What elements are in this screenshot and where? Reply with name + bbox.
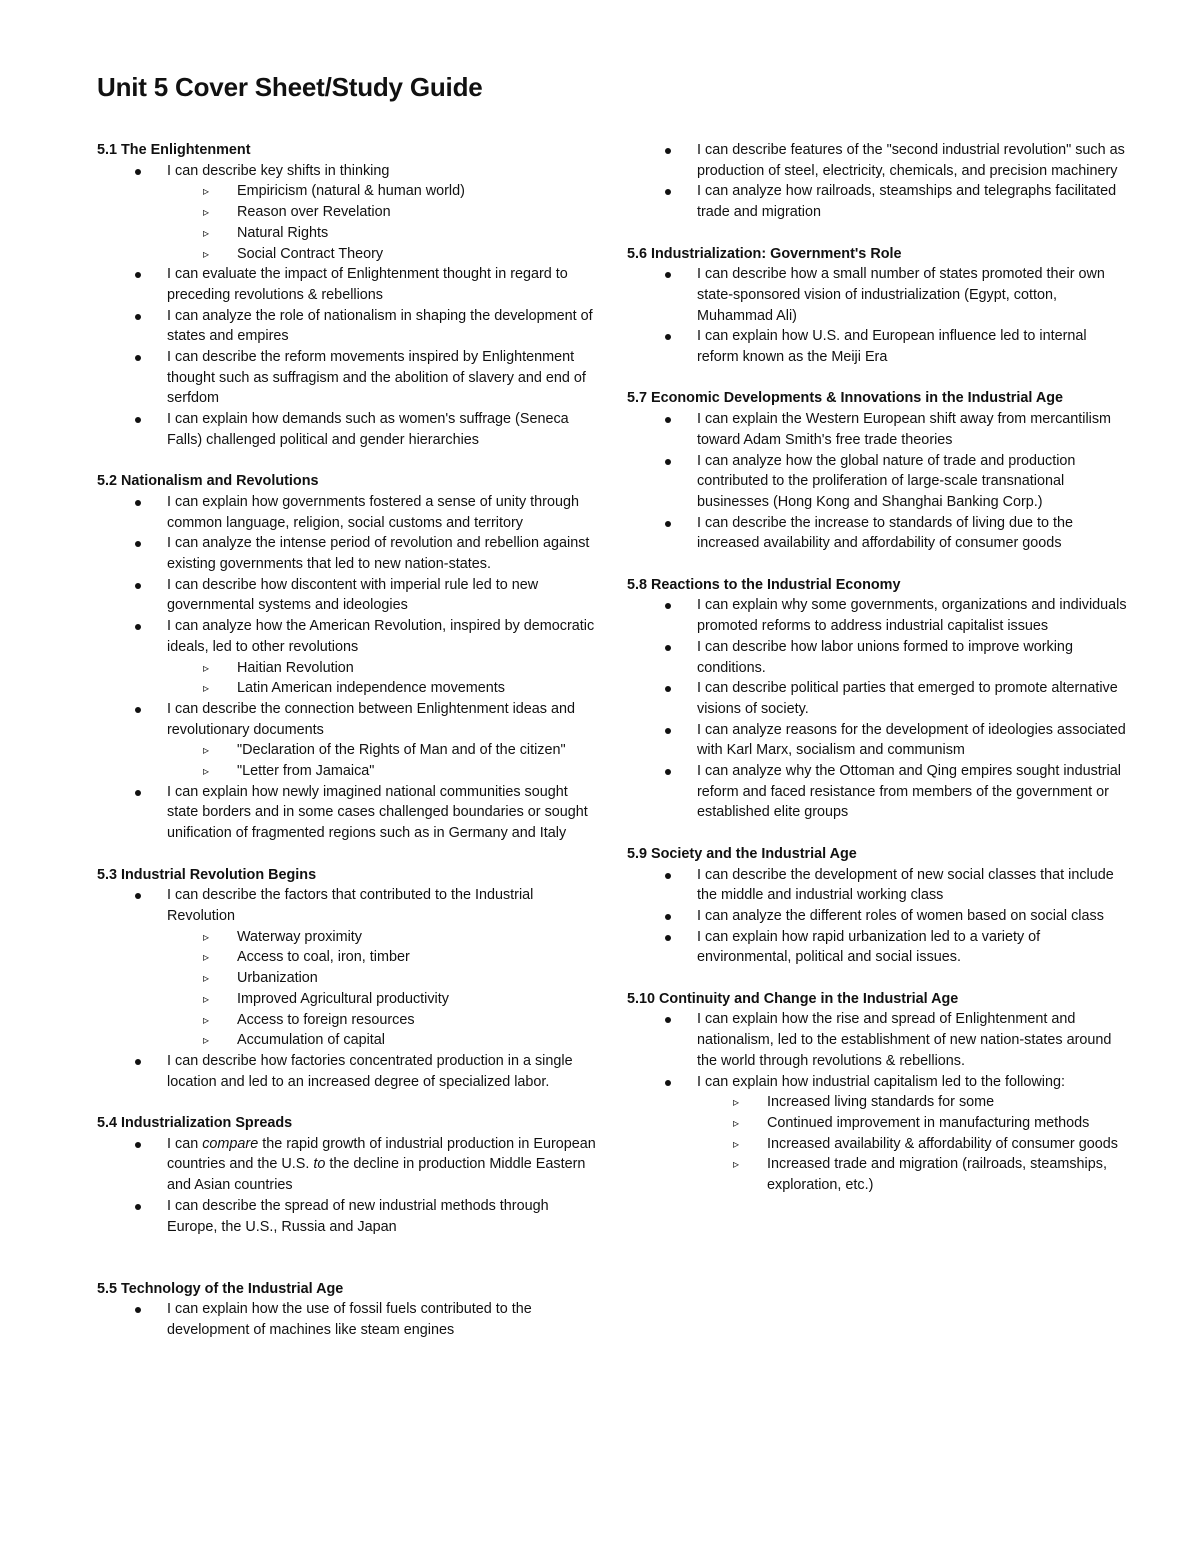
list-item: I can describe features of the "second industrial revolution" such as production of steel, electricity, chemicals, and precision machinery [627,140,1127,181]
section-5-5-continued [627,140,1127,223]
bullet-list [627,595,1127,823]
sub-list-item: ▹ Increased trade and migration (railroads, steamships, exploration, etc.) [627,1154,1127,1195]
list-item: I can explain how governments fostered a sense of unity through common language, religion, social customs and territory [97,492,597,533]
bullet-list [97,1134,597,1238]
section-heading: 5.5 Technology of the Industrial Age [97,1280,344,1297]
section-heading: 5.10 Continuity and Change in the Industrial Age [627,990,959,1007]
bullet-list [627,865,1127,969]
list-item: I can analyze the role of nationalism in shaping the development of states and empires [97,306,597,347]
left-column [97,140,597,1361]
sub-list-item: ▹ Increased living standards for some [627,1092,1127,1113]
sub-list-item: ▹ Natural Rights [97,223,597,244]
list-item: I can explain how the use of fossil fuels contributed to the development of machines like steam engines [97,1299,597,1340]
list-item: I can analyze reasons for the development of ideologies associated with Karl Marx, socialism and communism [627,720,1127,761]
text-span: the rapid growth of industrial production in European countries and the U.S. [167,1135,596,1173]
list-item: I can describe key shifts in thinking [97,161,597,182]
bullet-list [627,264,1127,368]
section-5-3 [97,865,597,1093]
section-heading: 5.1 The Enlightenment [97,142,251,158]
list-item: I can describe the development of new social classes that include the middle and industrial working class [627,865,1127,906]
bullet-list [97,492,597,844]
bullet-list [627,1009,1127,1195]
sub-list-item: ▹ Latin American independence movements [97,678,597,699]
sub-list-item: ▹ Improved Agricultural productivity [97,989,597,1010]
list-item: I can describe the factors that contributed to the Industrial Revolution [97,885,597,926]
section-heading: 5.6 Industrialization: Government's Role [627,245,902,262]
section-5-2 [97,471,597,844]
list-item: I can explain how demands such as women's suffrage (Seneca Falls) challenged political and gender hierarchies [97,409,597,450]
bullet-list [97,885,597,1092]
right-column [627,140,1127,1216]
list-item: I can explain how industrial capitalism led to the following: [627,1072,1127,1093]
list-item: I can analyze the different roles of women based on social class [627,906,1127,927]
section-heading: 5.2 Nationalism and Revolutions [97,473,319,490]
sub-list-item: ▹ Social Contract Theory [97,244,597,265]
list-item: I can explain why some governments, organizations and individuals promoted reforms to address industrial capitalist issues [627,595,1127,636]
section-5-7 [627,388,1127,554]
list-item: I can analyze how the global nature of trade and production contributed to the proliferation of large-scale transnational businesses (Hong Kong and Shanghai Banking Corp.) [627,451,1127,513]
section-5-8 [627,575,1127,823]
sub-list-item: ▹ Waterway proximity [97,927,597,948]
section-heading: 5.7 Economic Developments & Innovations in the Industrial Age [627,390,1064,407]
list-item: I can describe the reform movements inspired by Enlightenment thought such as suffragism and the abolition of slavery and end of serfdom [97,347,597,409]
list-item: I can explain the Western European shift away from mercantilism toward Adam Smith's free trade theories [627,409,1127,450]
list-item: I can explain how U.S. and European influence led to internal reform known as the Meiji Era [627,326,1127,367]
section-5-5 [97,1279,597,1341]
section-5-9 [627,844,1127,968]
list-item: I can explain how rapid urbanization led to a variety of environmental, political and social issues. [627,927,1127,968]
section-heading: 5.3 Industrial Revolution Begins [97,866,317,883]
text-span: the decline in production Middle Eastern and Asian countries [167,1156,586,1194]
list-item: I can describe how discontent with imperial rule led to new governmental systems and ideologies [97,575,597,616]
section-heading: 5.4 Industrialization Spreads [97,1115,293,1131]
sub-list-item: ▹ "Letter from Jamaica" [97,761,597,782]
list-item: I can analyze how the American Revolution, inspired by democratic ideals, led to other revolutions [97,616,597,657]
list-item: I can evaluate the impact of Enlightenment thought in regard to preceding revolutions & rebellions [97,264,597,305]
bullet-list [97,161,597,451]
bullet-list [627,409,1127,554]
sub-list-item: ▹ Urbanization [97,968,597,989]
section-heading: 5.9 Society and the Industrial Age [627,845,857,862]
list-item: I can analyze the intense period of revolution and rebellion against existing governments that led to new nation-states. [97,533,597,574]
list-item: I can describe the spread of new industrial methods through Europe, the U.S., Russia and Japan [97,1196,597,1237]
sub-list-item: ▹ Continued improvement in manufacturing methods [627,1113,1127,1134]
sub-list-item: ▹ Reason over Revelation [97,202,597,223]
sub-list-item: ▹ "Declaration of the Rights of Man and of the citizen" [97,740,597,761]
bullet-list [627,140,1127,223]
section-5-6 [627,244,1127,368]
list-item: I can analyze how railroads, steamships and telegraphs facilitated trade and migration [627,181,1127,222]
emphasis-text: compare [202,1135,259,1152]
list-item: I can describe how a small number of states promoted their own state-sponsored vision of industrialization (Egypt, cotton, Muhammad Ali) [627,264,1127,326]
section-5-1 [97,140,597,451]
list-item: I can describe political parties that emerged to promote alternative visions of society. [627,678,1127,719]
section-5-4 [97,1113,597,1237]
sub-list-item: ▹ Access to coal, iron, timber [97,947,597,968]
list-item: I can describe how factories concentrated production in a single location and led to an increased degree of specialized labor. [97,1051,597,1092]
list-item: I can describe the connection between Enlightenment ideas and revolutionary documents [97,699,597,740]
text-span: I can [167,1135,203,1152]
list-item: I can explain how the rise and spread of Enlightenment and nationalism, led to the establishment of new nation-states around the world through revolutions & rebellions. [627,1009,1127,1071]
emphasis-text: to [313,1156,326,1173]
list-item: I can explain how newly imagined national communities sought state borders and in some cases challenged boundaries or sought unification of fragmented regions such as in Germany and Italy [97,782,597,844]
list-item [97,1134,597,1196]
page-title: Unit 5 Cover Sheet/Study Guide [97,72,483,102]
bullet-list [97,1299,597,1340]
sub-list-item: ▹ Empiricism (natural & human world) [97,181,597,202]
sub-list-item: ▹ Increased availability & affordability of consumer goods [627,1134,1127,1155]
sub-list-item: ▹ Accumulation of capital [97,1030,597,1051]
section-heading: 5.8 Reactions to the Industrial Economy [627,576,901,593]
list-item: I can describe the increase to standards of living due to the increased availability and affordability of consumer goods [627,513,1127,554]
section-5-10 [627,989,1127,1196]
list-item: I can describe how labor unions formed to improve working conditions. [627,637,1127,678]
sub-list-item: ▹ Haitian Revolution [97,658,597,679]
sub-list-item: ▹ Access to foreign resources [97,1010,597,1031]
list-item: I can analyze why the Ottoman and Qing empires sought industrial reform and faced resistance from members of the government or established elite groups [627,761,1127,823]
